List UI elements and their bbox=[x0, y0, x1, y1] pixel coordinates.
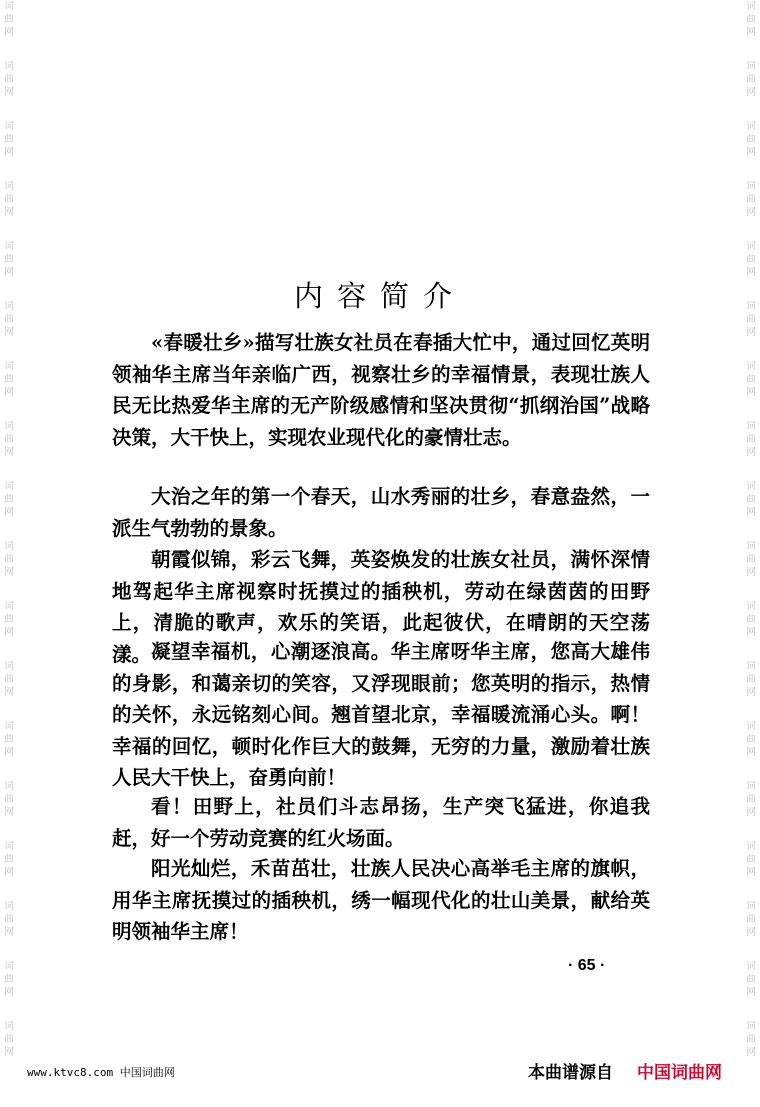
watermark-char: 网 bbox=[4, 327, 14, 338]
watermark-char: 词 bbox=[746, 481, 756, 492]
watermark-char: 曲 bbox=[746, 74, 756, 85]
watermark-mark bbox=[742, 600, 760, 639]
body-paragraph: 凝望幸福机，心潮逐浪高。华主席呀华主席，您高大雄伟的身影，和蔼亲切的笑容，又浮现眼前；您英明的指示，热情的关怀，永远铭刻心间。翘首望北京，幸福暖流涌心头。啊！幸福的回忆，顿时化作巨大的鼓舞，无穷的力量，激励着壮族人民大干快上，奋勇向前！ bbox=[112, 640, 650, 789]
watermark-char: 曲 bbox=[4, 314, 14, 325]
watermark-char: 词 bbox=[746, 121, 756, 132]
watermark-mark bbox=[742, 420, 760, 459]
watermark-mark bbox=[0, 60, 18, 99]
watermark-char: 网 bbox=[4, 87, 14, 98]
watermark-char: 曲 bbox=[4, 134, 14, 145]
watermark-mark bbox=[0, 720, 18, 759]
watermark-mark bbox=[0, 900, 18, 939]
watermark-char: 词 bbox=[746, 1021, 756, 1032]
watermark-char: 词 bbox=[746, 301, 756, 312]
watermark-mark bbox=[742, 660, 760, 699]
watermark-char: 曲 bbox=[4, 434, 14, 445]
watermark-mark bbox=[0, 540, 18, 579]
watermark-char: 曲 bbox=[746, 794, 756, 805]
watermark-mark bbox=[0, 120, 18, 159]
watermark-char: 词 bbox=[746, 721, 756, 732]
watermark-char: 词 bbox=[4, 301, 14, 312]
watermark-mark bbox=[742, 780, 760, 819]
watermark-mark bbox=[0, 780, 18, 819]
body-paragraph: 看！田野上，社员们斗志昂扬，生产突飞猛进，你追我赶，好一个劳动竞赛的红火场面。 bbox=[112, 795, 650, 850]
footer-brand-link[interactable]: 中国词曲网 bbox=[637, 1063, 722, 1083]
watermark-char: 网 bbox=[746, 567, 756, 578]
watermark-char: 词 bbox=[746, 361, 756, 372]
watermark-mark bbox=[742, 360, 760, 399]
watermark-char: 词 bbox=[4, 121, 14, 132]
watermark-char: 词 bbox=[4, 1, 14, 12]
watermark-char: 网 bbox=[746, 327, 756, 338]
watermark-char: 网 bbox=[746, 507, 756, 518]
watermark-char: 词 bbox=[746, 961, 756, 972]
watermark-char: 曲 bbox=[4, 254, 14, 265]
watermark-char: 网 bbox=[4, 927, 14, 938]
watermark-mark bbox=[0, 420, 18, 459]
watermark-char: 词 bbox=[4, 481, 14, 492]
body-paragraph: 大治之年的第一个春天，山水秀丽的壮乡，春意盎然，一派生气勃勃的景象。 bbox=[112, 485, 650, 540]
watermark-char: 曲 bbox=[746, 194, 756, 205]
watermark-char: 曲 bbox=[746, 14, 756, 25]
watermark-char: 曲 bbox=[4, 734, 14, 745]
watermark-char: 词 bbox=[4, 241, 14, 252]
watermark-char: 曲 bbox=[4, 74, 14, 85]
watermark-mark bbox=[0, 240, 18, 279]
watermark-char: 词 bbox=[746, 841, 756, 852]
watermark-char: 网 bbox=[746, 27, 756, 38]
watermark-mark bbox=[0, 0, 18, 39]
watermark-char: 曲 bbox=[746, 554, 756, 565]
watermark-char: 词 bbox=[4, 961, 14, 972]
watermark-char: 词 bbox=[746, 181, 756, 192]
page-title: 内容简介 bbox=[293, 279, 466, 314]
watermark-mark bbox=[742, 900, 760, 939]
watermark-char: 网 bbox=[746, 627, 756, 638]
watermark-char: 曲 bbox=[4, 554, 14, 565]
watermark-mark bbox=[0, 660, 18, 699]
watermark-char: 网 bbox=[746, 147, 756, 158]
watermark-char: 曲 bbox=[746, 1034, 756, 1045]
watermark-left bbox=[0, 0, 18, 1107]
watermark-char: 曲 bbox=[4, 914, 14, 925]
watermark-char: 曲 bbox=[4, 674, 14, 685]
watermark-mark bbox=[0, 1020, 18, 1059]
footer-source-label: 本曲谱源自 bbox=[528, 1063, 613, 1083]
watermark-char: 词 bbox=[4, 361, 14, 372]
watermark-char: 网 bbox=[746, 267, 756, 278]
watermark-right bbox=[742, 0, 760, 1107]
watermark-char: 网 bbox=[4, 207, 14, 218]
watermark-char: 词 bbox=[4, 721, 14, 732]
watermark-char: 词 bbox=[746, 601, 756, 612]
watermark-mark bbox=[742, 960, 760, 999]
watermark-char: 词 bbox=[4, 901, 14, 912]
page-number: · 65 · bbox=[568, 957, 606, 974]
watermark-mark bbox=[742, 0, 760, 39]
watermark-char: 网 bbox=[746, 207, 756, 218]
watermark-char: 词 bbox=[4, 781, 14, 792]
watermark-char: 网 bbox=[746, 447, 756, 458]
watermark-char: 词 bbox=[4, 1021, 14, 1032]
watermark-char: 词 bbox=[746, 421, 756, 432]
watermark-mark bbox=[0, 600, 18, 639]
watermark-char: 网 bbox=[746, 747, 756, 758]
watermark-char: 曲 bbox=[746, 254, 756, 265]
watermark-char: 词 bbox=[746, 901, 756, 912]
watermark-mark bbox=[742, 540, 760, 579]
watermark-char: 网 bbox=[4, 1047, 14, 1058]
watermark-mark bbox=[742, 720, 760, 759]
watermark-char: 曲 bbox=[4, 14, 14, 25]
watermark-char: 网 bbox=[4, 507, 14, 518]
watermark-char: 曲 bbox=[746, 314, 756, 325]
watermark-char: 曲 bbox=[746, 494, 756, 505]
watermark-char: 词 bbox=[746, 241, 756, 252]
body-paragraph: 朝霞似锦，彩云飞舞，英姿焕发的壮族女社员，满怀深情地驾起华主席视察时抚摸过的插秧机，劳动在绿茵茵的田野上，清脆的歌声，欢乐的笑语，此起彼伏，在晴朗的天空荡漾。 bbox=[112, 548, 650, 666]
watermark-mark bbox=[0, 840, 18, 879]
watermark-mark bbox=[742, 480, 760, 519]
intro-paragraph: «春暖壮乡»描写壮族女社员在春插大忙中，通过回忆英明领袖华主席当年亲临广西，视察壮乡的幸福情景，表现壮族人民无比热爱华主席的无产阶级感情和坚决贯彻“抓纲治国”战略决策，大干快上，实现农业现代化的豪情壮志。 bbox=[112, 331, 650, 449]
watermark-char: 曲 bbox=[746, 674, 756, 685]
watermark-char: 曲 bbox=[746, 434, 756, 445]
watermark-mark bbox=[742, 60, 760, 99]
watermark-char: 网 bbox=[4, 807, 14, 818]
watermark-char: 词 bbox=[4, 841, 14, 852]
watermark-char: 词 bbox=[746, 781, 756, 792]
watermark-char: 网 bbox=[746, 387, 756, 398]
watermark-char: 词 bbox=[4, 181, 14, 192]
watermark-char: 网 bbox=[4, 987, 14, 998]
watermark-mark bbox=[0, 180, 18, 219]
watermark-char: 曲 bbox=[746, 734, 756, 745]
watermark-char: 网 bbox=[746, 867, 756, 878]
watermark-char: 词 bbox=[4, 541, 14, 552]
watermark-mark bbox=[0, 480, 18, 519]
watermark-mark bbox=[742, 840, 760, 879]
watermark-mark bbox=[742, 120, 760, 159]
watermark-char: 网 bbox=[746, 1047, 756, 1058]
watermark-char: 网 bbox=[4, 147, 14, 158]
watermark-char: 曲 bbox=[746, 134, 756, 145]
watermark-char: 曲 bbox=[4, 794, 14, 805]
watermark-mark bbox=[742, 180, 760, 219]
watermark-char: 词 bbox=[746, 541, 756, 552]
watermark-char: 词 bbox=[746, 61, 756, 72]
watermark-mark bbox=[742, 1020, 760, 1059]
watermark-char: 网 bbox=[4, 627, 14, 638]
watermark-char: 曲 bbox=[746, 974, 756, 985]
watermark-char: 词 bbox=[746, 1, 756, 12]
watermark-char: 曲 bbox=[4, 974, 14, 985]
watermark-char: 网 bbox=[4, 267, 14, 278]
footer-url[interactable]: www.ktvc8.com 中国词曲网 bbox=[27, 1066, 175, 1079]
watermark-char: 网 bbox=[746, 987, 756, 998]
body-paragraph: 阳光灿烂，禾苗茁壮，壮族人民决心高举毛主席的旗帜，用华主席抚摸过的插秧机，绣一幅现代化的壮山美景，献给英明领袖华主席！ bbox=[112, 857, 650, 943]
watermark-char: 网 bbox=[4, 867, 14, 878]
watermark-char: 网 bbox=[746, 807, 756, 818]
watermark-char: 词 bbox=[4, 421, 14, 432]
watermark-char: 词 bbox=[4, 661, 14, 672]
watermark-char: 网 bbox=[4, 387, 14, 398]
watermark-mark bbox=[742, 240, 760, 279]
watermark-char: 词 bbox=[4, 61, 14, 72]
watermark-char: 曲 bbox=[4, 194, 14, 205]
watermark-char: 曲 bbox=[746, 854, 756, 865]
watermark-char: 曲 bbox=[746, 914, 756, 925]
watermark-char: 词 bbox=[4, 601, 14, 612]
watermark-char: 网 bbox=[4, 687, 14, 698]
watermark-char: 词 bbox=[746, 661, 756, 672]
watermark-char: 曲 bbox=[746, 374, 756, 385]
watermark-char: 曲 bbox=[4, 374, 14, 385]
watermark-char: 曲 bbox=[746, 614, 756, 625]
watermark-char: 网 bbox=[4, 567, 14, 578]
watermark-char: 曲 bbox=[4, 1034, 14, 1045]
watermark-mark bbox=[0, 360, 18, 399]
watermark-mark bbox=[0, 960, 18, 999]
watermark-char: 网 bbox=[4, 747, 14, 758]
watermark-char: 网 bbox=[746, 87, 756, 98]
watermark-char: 网 bbox=[4, 447, 14, 458]
watermark-char: 曲 bbox=[4, 854, 14, 865]
watermark-char: 网 bbox=[4, 27, 14, 38]
watermark-char: 网 bbox=[746, 687, 756, 698]
watermark-char: 网 bbox=[746, 927, 756, 938]
watermark-char: 曲 bbox=[4, 614, 14, 625]
watermark-char: 曲 bbox=[4, 494, 14, 505]
